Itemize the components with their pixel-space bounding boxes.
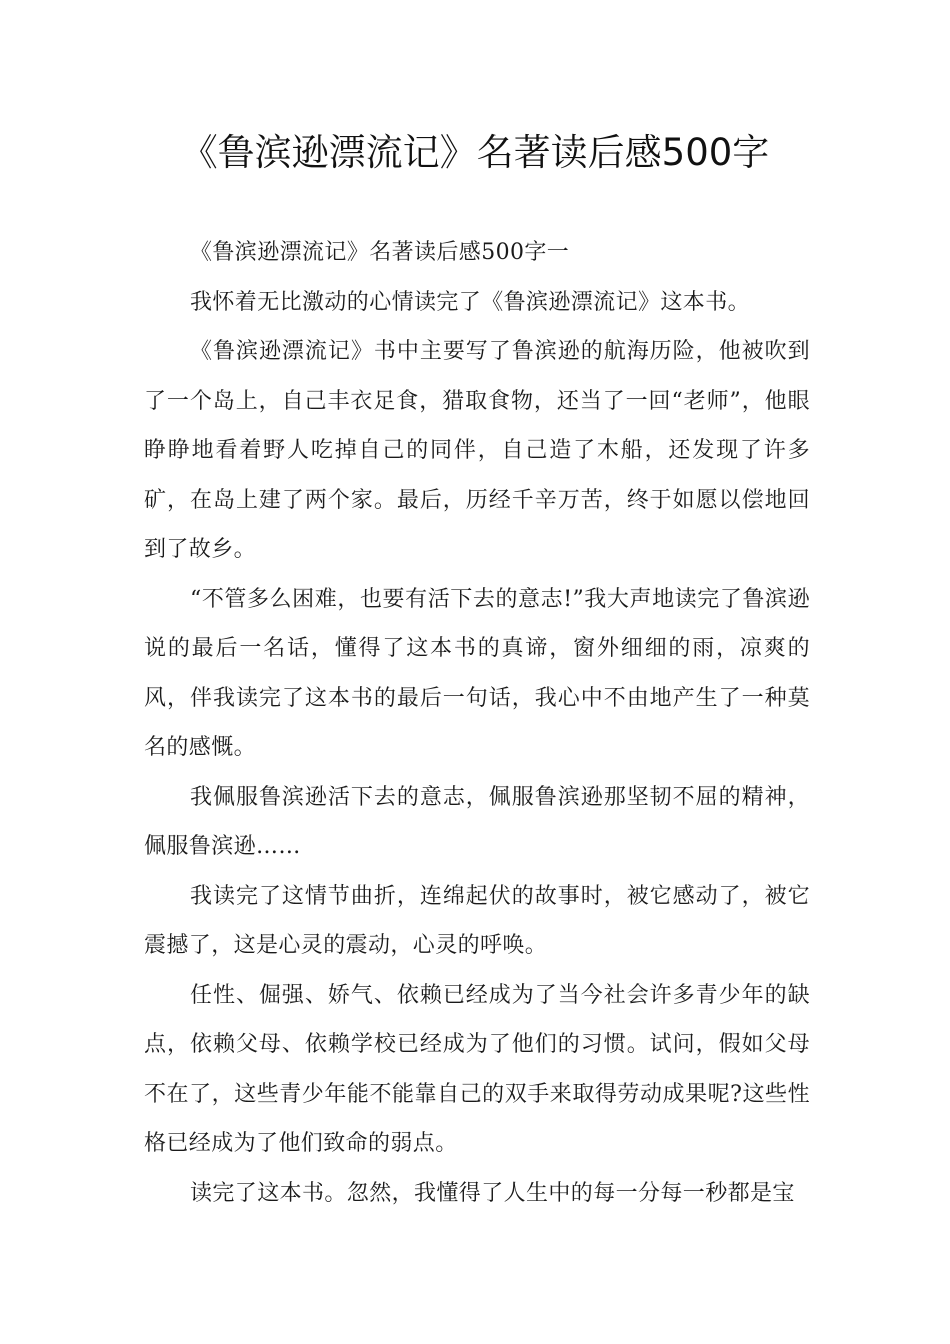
paragraph-subtitle: 《鲁滨逊漂流记》名著读后感500字一 [190,240,570,265]
paragraph-intro: 我怀着无比激动的心情读完了《鲁滨逊漂流记》这本书。 [190,289,751,315]
document-title: 《鲁滨逊漂流记》名著读后感500字 [180,131,770,174]
paragraph-quote: “不管多么困难，也要有活下去的意志!”我大声地读完了鲁滨逊说的最后一名话，懂得了这本书的真谛，窗外细细的雨，凉爽的风，伴我读完了这本书的最后一句话，我心中不由地产生了一种莫名的感慨。 [144,586,810,760]
document-body [144,228,810,1218]
paragraph-admiration: 我佩服鲁滨逊活下去的意志，佩服鲁滨逊那坚韧不屈的精神，佩服鲁滨逊…… [144,784,810,859]
paragraph-summary: 《鲁滨逊漂流记》书中主要写了鲁滨逊的航海历险，他被吹到了一个岛上，自己丰衣足食，猎取食物，还当了一回“老师”，他眼睁睁地看着野人吃掉自己的同伴，自己造了木船，还发现了许多矿，在岛上建了两个家。最后，历经千辛万苦，终于如愿以偿地回到了故乡。 [144,339,810,562]
paragraph-moved: 我读完了这情节曲折，连绵起伏的故事时，被它感动了，被它震撼了，这是心灵的震动，心灵的呼唤。 [144,883,810,958]
paragraph-conclusion: 读完了这本书。忽然，我懂得了人生中的每一分每一秒都是宝 [190,1180,795,1206]
paragraph-reflection: 任性、倔强、娇气、依赖已经成为了当今社会许多青少年的缺点，依赖父母、依赖学校已经成为了他们的习惯。试问，假如父母不在了，这些青少年能不能靠自己的双手来取得劳动成果呢?这些性格已经成为了他们致命的弱点。 [144,982,810,1156]
